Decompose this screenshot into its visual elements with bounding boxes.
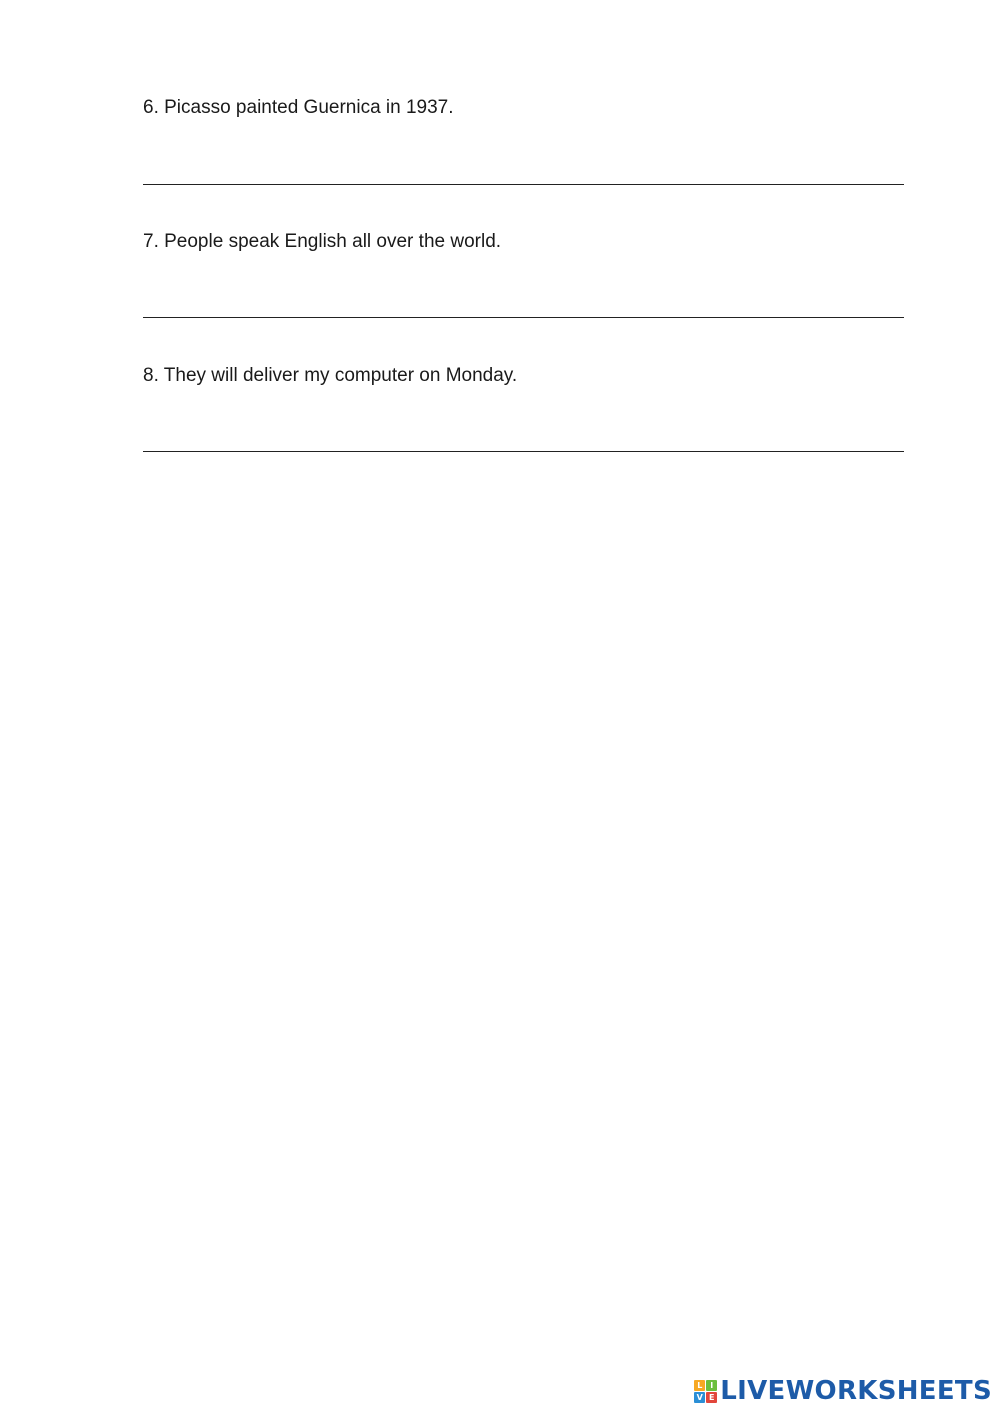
answer-line-7[interactable] xyxy=(143,317,904,318)
answer-line-8[interactable] xyxy=(143,451,904,452)
question-7: 7. People speak English all over the world. xyxy=(143,231,502,252)
logo-letter-i: I xyxy=(706,1380,717,1391)
brand-name: LIVEWORKSHEETS xyxy=(720,1376,992,1406)
logo-letter-e: E xyxy=(706,1392,717,1403)
liveworksheets-logo-icon xyxy=(694,1380,717,1403)
question-8: 8. They will deliver my computer on Monday. xyxy=(143,365,518,386)
logo-letter-l: L xyxy=(694,1380,705,1391)
answer-line-6[interactable] xyxy=(143,184,904,185)
liveworksheets-brand xyxy=(694,1375,992,1407)
logo-letter-v: V xyxy=(694,1392,705,1403)
question-6: 6. Picasso painted Guernica in 1937. xyxy=(143,97,454,118)
